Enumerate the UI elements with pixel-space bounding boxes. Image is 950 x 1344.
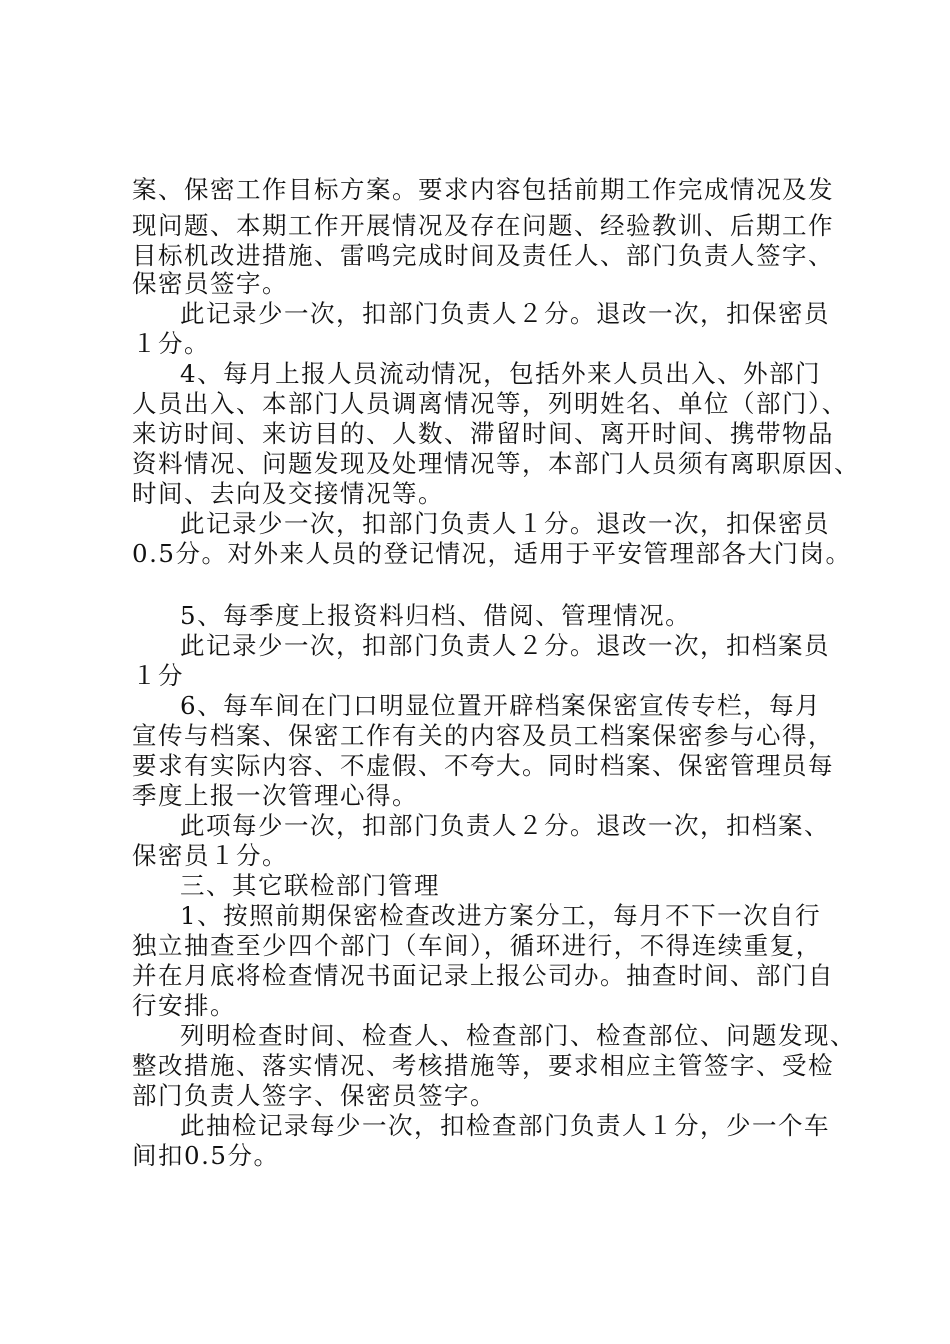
text-line: 独立抽查至少四个部门（车间），循环进行，不得连续重复，	[132, 931, 822, 960]
text-line: 部门负责人签字、保密员签字。	[132, 1081, 496, 1110]
text-line: １分	[132, 661, 184, 690]
text-line: 案、保密工作目标方案。要求内容包括前期工作完成情况及发	[132, 175, 834, 204]
paragraph-line: 1、按照前期保密检查改进方案分工，每月不下一次自行	[180, 901, 822, 930]
text-line: 保密员１分。	[132, 841, 288, 870]
text-line: 来访时间、来访目的、人数、滞留时间、离开时间、携带物品	[132, 419, 834, 448]
paragraph-line: 此记录少一次，扣部门负责人２分。退改一次，扣保密员	[180, 299, 830, 328]
paragraph-line: 4、每月上报人员流动情况，包括外来人员出入、外部门	[180, 359, 822, 388]
text-line: 并在月底将检查情况书面记录上报公司办。抽查时间、部门自	[132, 961, 834, 990]
text-line: 现问题、本期工作开展情况及存在问题、经验教训、后期工作	[132, 211, 834, 240]
text-line: 宣传与档案、保密工作有关的内容及员工档案保密参与心得，	[132, 721, 834, 750]
paragraph-line: 6、每车间在门口明显位置开辟档案保密宣传专栏，每月	[180, 691, 822, 720]
text-line: １分。	[132, 329, 210, 358]
text-line: 保密员签字。	[132, 269, 288, 298]
text-line: 人员出入、本部门人员调离情况等，列明姓名、单位（部门）、	[132, 389, 848, 418]
text-line: 时间、去向及交接情况等。	[132, 479, 444, 508]
text-line: 间扣0.5分。	[132, 1141, 280, 1170]
paragraph-line: 列明检查时间、检查人、检查部门、检查部位、问题发现、	[180, 1021, 856, 1050]
text-line: 整改措施、落实情况、考核措施等，要求相应主管签字、受检	[132, 1051, 834, 1080]
paragraph-line: 此抽检记录每少一次，扣检查部门负责人１分，少一个车	[180, 1111, 830, 1140]
text-line: 资料情况、问题发现及处理情况等，本部门人员须有离职原因、	[132, 449, 860, 478]
text-line: 要求有实际内容、不虚假、不夸大。同时档案、保密管理员每	[132, 751, 834, 780]
paragraph-line: 此记录少一次，扣部门负责人１分。退改一次，扣保密员	[180, 509, 830, 538]
text-line: 季度上报一次管理心得。	[132, 781, 418, 810]
section-heading: 三、其它联检部门管理	[180, 871, 440, 900]
paragraph-line: 此记录少一次，扣部门负责人２分。退改一次，扣档案员	[180, 631, 830, 660]
text-line: 目标机改进措施、雷鸣完成时间及责任人、部门负责人签字、	[132, 241, 834, 270]
text-line: 0.5分。对外来人员的登记情况，适用于平安管理部各大门岗。	[132, 539, 852, 568]
paragraph-line: 5、每季度上报资料归档、借阅、管理情况。	[180, 601, 692, 630]
text-line: 行安排。	[132, 991, 236, 1020]
paragraph-line: 此项每少一次，扣部门负责人２分。退改一次，扣档案、	[180, 811, 830, 840]
